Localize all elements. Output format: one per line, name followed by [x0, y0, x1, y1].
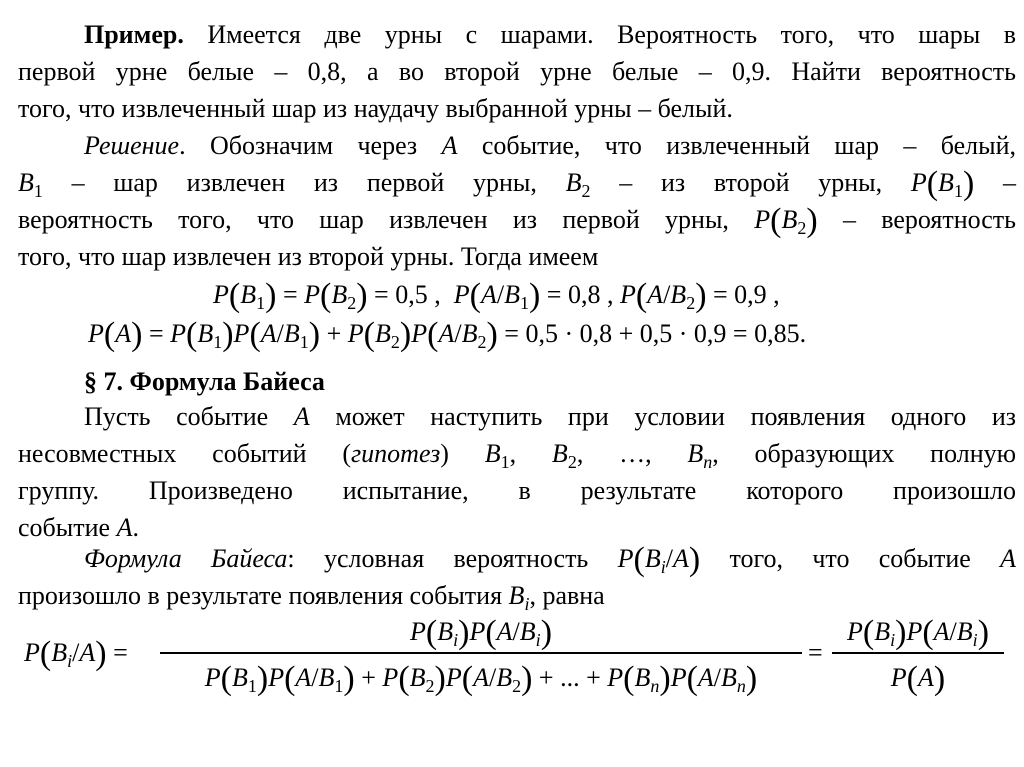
example-paragraph	[18, 16, 1016, 127]
bayes-equals-2: =	[808, 638, 823, 667]
bayes-lhs: $P(B_i/A)$ =	[24, 635, 128, 672]
bayes-line2: произошло в результате появления события $B_i$, равна	[18, 581, 605, 614]
section-paragraph: Пусть событие A может наступить при условии появления одного из несовместных событий (гипотез) $B_1$, $B_2$, …, $B_n$, образующих полную группу. Произведено испытание, в результате которого произошло событие A.	[18, 398, 1016, 546]
event-a: A	[441, 131, 458, 160]
section-line3: группу. Произведено испытание, в результате которого произошло	[18, 476, 1016, 505]
example-line1: Имеется две урны с шарами. Вероятность того, что шары в	[207, 20, 1017, 49]
solution-label: Решение	[84, 131, 180, 160]
solution-line1: . Обозначим через	[179, 131, 418, 160]
example-line3: того, что извлеченный шар из наудачу выбранной урны – белый.	[18, 94, 733, 123]
bayes-paragraph: Формула Байеса: условная вероятность $P(B_i/A)$ того, что событие A произошло в результате появления события $B_i$, равна	[18, 541, 1017, 614]
solution-line4: того, что шар извлечен из второй урны. Тогда имеем	[18, 242, 599, 271]
equation-2: $P(A) = P(B_1)P(A/B_1) + P(B_2)P(A/B_2) = 0,5 \cdot 0,8 + 0,5 \cdot 0,9 = 0,85$.	[88, 316, 807, 353]
bayes-denominator: $P(B_1)P(A/B_1) + P(B_2)P(A/B_2)$ + ... + $P(B_n)P(A/B_n)$	[204, 660, 758, 697]
section-line4: событие A.	[18, 513, 139, 542]
section-title: § 7. Формула Байеса	[84, 367, 325, 396]
section-heading-block	[18, 363, 1016, 400]
section-line2: несовместных событий (гипотез) $B_1$, $B_2$, …, $B_n$, образующих полную	[18, 439, 1017, 472]
solution-line1-end: событие, что извлеченный шар – белый,	[481, 131, 1017, 160]
example-line2: первой урне белые – 0,8, а во второй урне белые – 0,9. Найти вероятность	[18, 57, 1016, 86]
fraction-bar	[160, 652, 802, 654]
formula-label: Формула Байеса	[84, 544, 288, 573]
solution-line3: вероятность того, что шар извлечен из первой урны, $P(B_2)$ – вероятность	[18, 202, 1017, 239]
solution-paragraph	[18, 127, 1016, 275]
solution-line2: $B_1$ – шар извлечен из первой урны, $B_2$ – из второй урны, $P(B_1)$ –	[18, 165, 1016, 202]
bayes-short-numerator: $P(B_i)P(A/B_i)$	[846, 614, 990, 651]
example-label: Пример.	[84, 20, 184, 49]
fraction-bar-2	[832, 652, 1004, 654]
equation-1: $P(B_1) = P(B_2) = 0,5$ , $P(A/B_1) = 0,8$ , $P(A/B_2) = 0,9$ ,	[213, 277, 780, 314]
bayes-short-denominator: P(A)	[890, 660, 946, 697]
bayes-numerator: $P(B_i)P(A/B_i)$	[409, 614, 553, 651]
